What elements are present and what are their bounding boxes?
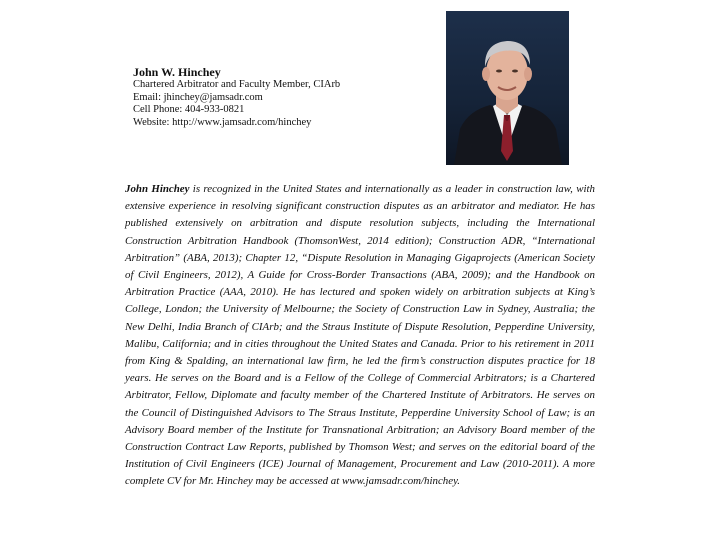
contact-name: John W. Hinchey [133, 65, 221, 79]
bio-text: is recognized in the United States and internationally as a leader in construction law, with extensive experience in resolving significant construction disputes as an arbitrator and mediator. He has published extensively on arbitration and dispute resolution subjects, including the International Construction Arbitration Handbook (ThomsonWest, 2014 edition); Construction ADR, “International Arbitration” (ABA, 2013); Chapter 12, “Dispute Resolution in Managing Gigaprojects (American Society of Civil Engineers, 2012), A Guide for Cross-Border Transactions (ABA, 2009); and the Handbook on Arbitration Practice (AAA, 2010). He has lectured and spoken widely on arbitration subjects at King’s College, London; the University of Melbourne; the Society of Construction Law in Sydney, Australia; the New Delhi, India Branch of CIArb; and the Straus Institute of Dispute Resolution, Pepperdine University, Malibu, California; and in cities throughout the United States and Canada. Prior to his retirement in 2011 from King & Spalding, an international law firm, he led the firm’s construction disputes practice for 18 years. He serves on the Board and is a Fellow of the College of Commercial Arbitrators; is a Chartered Arbitrator, Fellow, Diplomate and faculty member of the Chartered Institute of Arbitrators. He serves on the Council of Distinguished Advisors to The Straus Institute, Pepperdine University School of Law; is an Advisory Board member of the Institute for Transnational Arbitration; an Advisory Board member of the Construction Contract Law Reports, published by Thomson West; and serves on the editorial board of the Institution of Civil Engineers (ICE) Journal of Management, Procurement and Law (2010-2011). A more complete CV for Mr. Hinchey may be accessed at www.jamsadr.com/hinchey. [125, 183, 596, 488]
contact-website: Website: http://www.jamsadr.com/hinchey [133, 116, 312, 128]
contact-email: Email: jhinchey@jamsadr.com [133, 91, 263, 103]
portrait-photo [446, 11, 569, 165]
contact-phone: Cell Phone: 404-933-0821 [133, 104, 245, 116]
biography-paragraph [125, 181, 595, 491]
portrait-illustration [446, 11, 569, 165]
contact-title: Chartered Arbitrator and Faculty Member, CIArb [133, 79, 341, 90]
contact-block [133, 66, 433, 129]
bio-lead-name: John Hinchey [125, 183, 190, 195]
